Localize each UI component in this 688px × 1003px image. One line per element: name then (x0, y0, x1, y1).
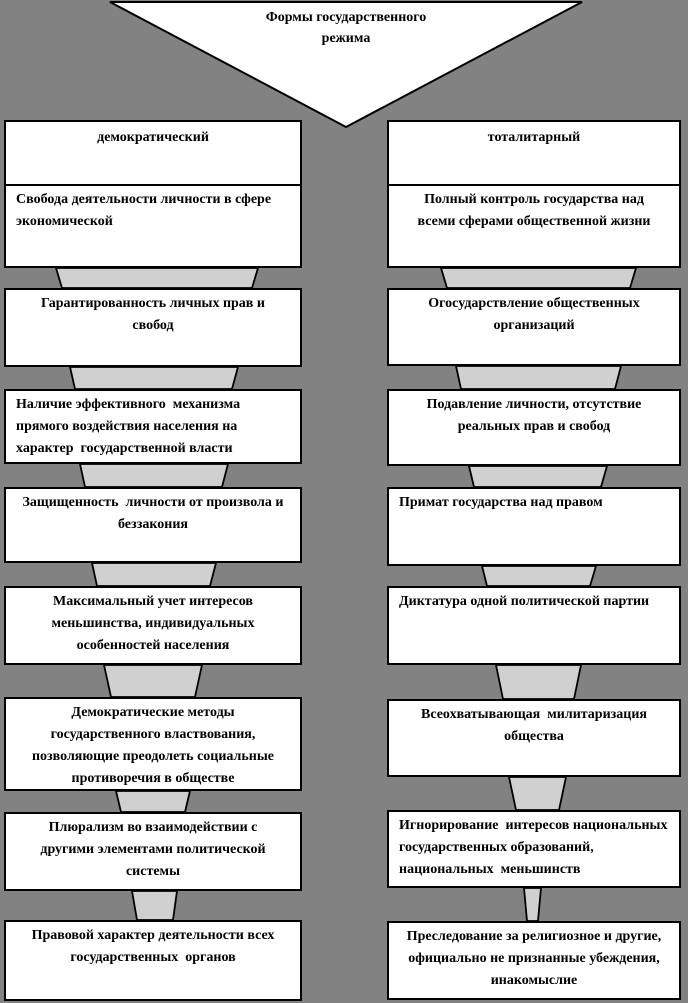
connector-trapezoid (56, 268, 258, 288)
connector-trapezoid (469, 466, 607, 487)
diagram-title: Формы государственного режима (265, 10, 427, 46)
left-item-box: Наличие эффективного механизма прямого воздействия населения на характер государственной власти (4, 389, 302, 464)
connector-trapezoid (456, 366, 621, 389)
left-item-box: Свобода деятельности личности в сфере экономической (4, 184, 302, 268)
right-item-box: Диктатура одной политической партии (387, 586, 681, 665)
connector-trapezoid (132, 891, 177, 920)
left-item-box: Максимальный учет интересов меньшинства, индивидуальных особенностей населения (4, 586, 302, 665)
right-item-box: Всеохватывающая милитаризация общества (387, 699, 681, 777)
right-item-box: Огосударствление общественных организаций (387, 288, 681, 366)
connector-trapezoid (482, 566, 596, 586)
right-item-box: Преследование за религиозное и другие, официально не признанные убеждения, инакомыслие (387, 921, 681, 1000)
connector-trapezoid (509, 777, 566, 810)
connector-trapezoid (70, 367, 238, 389)
connector-trapezoid (92, 563, 216, 586)
connector-trapezoid (441, 268, 636, 288)
left-item-box: Правовой характер деятельности всех государственных органов (4, 920, 302, 1001)
connector-trapezoid (496, 665, 581, 699)
left-item-box: Гарантированность личных прав и свобод (4, 288, 302, 367)
left-item-box: Плюрализм во взаимодействии с другими элементами политической системы (4, 812, 302, 891)
right-item-box: Подавление личности, отсутствие реальных прав и свобод (387, 389, 681, 466)
right-item-box: Игнорирование интересов национальных государственных образований, национальных меньшинств (387, 810, 681, 888)
right-item-box: Примат государства над правом (387, 487, 681, 566)
right-item-box: Полный контроль государства над всеми сферами общественной жизни (387, 184, 681, 268)
left-item-box: Демократические методы государственного властвования, позволяющие преодолеть социальные противоречия в обществе (4, 697, 302, 791)
connector-trapezoid (524, 888, 541, 921)
left-item-box: Защищенность личности от произвола и беззакония (4, 487, 302, 563)
column-header-totalitarian: тоталитарный (387, 120, 681, 186)
column-header-democratic: демократический (4, 120, 302, 186)
connector-trapezoid (80, 464, 228, 487)
connector-trapezoid (104, 665, 202, 697)
connector-trapezoid (116, 791, 190, 812)
